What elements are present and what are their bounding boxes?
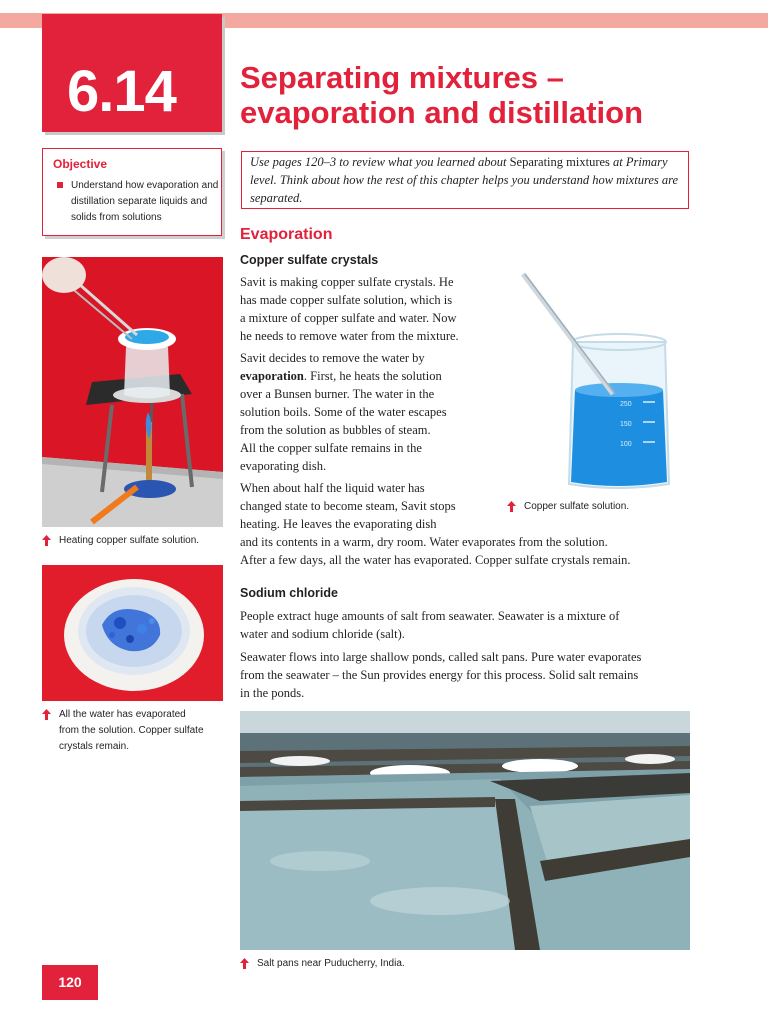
text-line: All the copper sulfate remains in the (240, 441, 422, 455)
text-line: Savit is making copper sulfate crystals. He (240, 275, 454, 289)
intro-link-text: Separating mixtures (509, 155, 610, 169)
photo-heating-copper-sulfate (42, 257, 223, 527)
objective-text: Understand how evaporation and distillation separate liquids and solids from solutions (71, 180, 219, 223)
objective-heading: Objective (53, 157, 108, 171)
text-line: When about half the liquid water has (240, 481, 425, 495)
text-line: from the solution as bubbles of steam. (240, 423, 431, 437)
up-arrow-icon (42, 535, 51, 546)
text-line (240, 367, 447, 385)
copper-paragraph-1 (240, 273, 459, 345)
evaporation-heading: Evaporation (240, 226, 333, 243)
up-arrow-icon (240, 958, 249, 969)
text-line: Seawater flows into large shallow ponds, called salt pans. Pure water evaporates (240, 650, 642, 664)
page-number: 120 (42, 965, 98, 1000)
text-line: Savit decides to remove the water by (240, 351, 425, 365)
copper-sulfate-heading: Copper sulfate crystals (240, 253, 379, 267)
beaker-marking: 150 (620, 421, 632, 428)
text-line: and its contents in a warm, dry room. Water evaporates from the solution. (240, 535, 608, 549)
salt-pans-illustration (240, 711, 690, 950)
sodium-paragraph-1 (240, 607, 619, 643)
beaker-marking: 100 (620, 441, 632, 448)
beaker-illustration (505, 272, 689, 494)
caption-text: Salt pans near Puducherry, India. (257, 958, 405, 969)
photo-salt-pans (240, 711, 690, 950)
caption-text: Copper sulfate solution. (524, 501, 630, 512)
keyword-evaporation: evaporation (240, 369, 304, 383)
evaporating-dish-illustration (42, 565, 223, 701)
intro-text-2: at Primary level. Think about how the rest of this chapter helps you understand how mixtures are separated. (250, 155, 679, 205)
lesson-number: 6.14 (67, 59, 176, 124)
caption-text: crystals remain. (59, 741, 130, 752)
text-line: After a few days, all the water has evaporated. Copper sulfate crystals remain. (240, 553, 631, 567)
text-line: changed state to become steam, Savit stops (240, 499, 456, 513)
caption-crystals (59, 707, 204, 755)
up-arrow-icon (42, 709, 51, 720)
lesson-number-box (42, 14, 222, 132)
photo-copper-sulfate-crystals (42, 565, 223, 701)
text-line: in the ponds. (240, 686, 305, 700)
caption-text: from the solution. Copper sulfate (59, 725, 204, 736)
lesson-title (240, 60, 643, 130)
text-line: People extract huge amounts of salt from seawater. Seawater is a mixture of (240, 609, 620, 623)
text-line: evaporating dish. (240, 459, 327, 473)
intro-box (241, 151, 689, 209)
text-fragment: . First, he heats the solution (303, 369, 442, 383)
lesson-title-line1: Separating mixtures – (240, 60, 564, 95)
caption-text: Heating copper sulfate solution. (59, 535, 200, 546)
sodium-paragraph-2 (240, 648, 641, 702)
sodium-chloride-heading: Sodium chloride (240, 586, 338, 600)
beaker-marking: 250 (620, 401, 632, 408)
text-line: water and sodium chloride (salt). (240, 627, 405, 641)
text-line: has made copper sulfate solution, which is (240, 293, 453, 307)
up-arrow-icon (507, 501, 516, 512)
caption-text: All the water has evaporated (59, 709, 186, 720)
copper-paragraph-2 (240, 349, 447, 475)
objective-box (42, 148, 222, 236)
text-line: he needs to remove water from the mixture. (240, 329, 459, 343)
lesson-title-line2: evaporation and distillation (240, 95, 644, 130)
square-bullet-icon (57, 182, 63, 188)
text-line: from the seawater – the Sun provides energy for this process. Solid salt remains (240, 668, 639, 682)
intro-text-1: Use pages 120–3 to review what you learned about (250, 155, 510, 169)
text-line: heating. He leaves the evaporating dish (240, 517, 437, 531)
caption-salt-pans (257, 956, 405, 972)
text-line: solution boils. Some of the water escapes (240, 405, 447, 419)
bunsen-burner-illustration (42, 257, 223, 527)
caption-beaker (524, 499, 629, 515)
photo-copper-sulfate-beaker (505, 272, 689, 494)
caption-heating (59, 533, 199, 549)
text-line: over a Bunsen burner. The water in the (240, 387, 435, 401)
text-line: a mixture of copper sulfate and water. Now (240, 311, 457, 325)
